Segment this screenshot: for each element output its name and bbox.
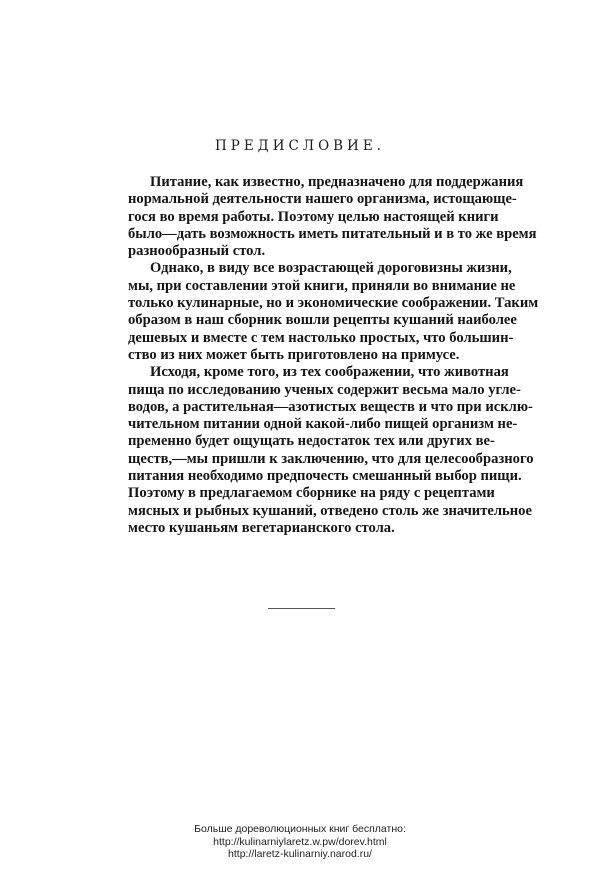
text-line: мы, при составлении этой книги, приняли во внимание не xyxy=(128,277,516,294)
page-title: ПРЕДИСЛОВИЕ. xyxy=(215,138,385,154)
paragraph xyxy=(128,364,534,537)
text-line: Однако, в виду все возрастающей дороговизны жизни, xyxy=(150,260,512,277)
paragraph xyxy=(128,174,537,260)
text-line: пища по исследованию ученых содержит весьма мало угле- xyxy=(128,381,521,398)
footer-link-2[interactable]: http://laretz-kulinarniy.narod.ru/ xyxy=(228,848,372,860)
text-line: дешевых и вместе с тем настолько простых, что большин- xyxy=(128,329,514,346)
text-line: питания необходимо предпочесть смешанный выбор пищи. xyxy=(128,468,522,485)
text-line: водов, а растительная—азотистых веществ и что при исклю- xyxy=(128,398,533,415)
text-line: гося во время работы. Поэтому целью настоящей книги xyxy=(128,208,499,225)
footer-link-1[interactable]: http://kulinarniylaretz.w.pw/dorev.html xyxy=(213,835,387,848)
text-line: ществ,—мы пришли к заключению, что для целесообразного xyxy=(128,450,534,467)
preface-text xyxy=(128,174,539,537)
text-line: было—дать возможность иметь питательный и в то же время xyxy=(128,225,537,242)
footer-note: Больше дореволюционных книг бесплатно: xyxy=(194,823,406,835)
text-line: Поэтому в предлагаемом сборнике на ряду с рецептами xyxy=(128,485,495,502)
text-line: ство из них может быть приготовлено на примусе. xyxy=(128,346,460,363)
text-line: нормальной деятельности нашего организма, истощающе- xyxy=(128,191,517,208)
text-line: только кулинарные, но и экономические соображении. Таким xyxy=(128,295,539,312)
text-line: пременно будет ощущать недостаток тех или других ве- xyxy=(128,433,495,450)
text-line: Питание, как известно, предназначено для поддержания xyxy=(150,174,524,190)
text-line: образом в наш сборник вошли рецепты кушаний наиболее xyxy=(128,312,517,329)
text-line: чительном питании одной какой-либо пищей организм не- xyxy=(128,416,518,433)
footer xyxy=(0,823,600,861)
text-line: Исходя, кроме того, из тех соображении, что животная xyxy=(150,364,509,381)
paragraph xyxy=(128,260,539,364)
text-line: место кушаньям вегетарианского стола. xyxy=(128,519,395,536)
text-line: мясных и рыбных кушаний, отведено столь же значительное xyxy=(128,502,532,519)
text-line: разнообразный стол. xyxy=(128,243,266,260)
divider xyxy=(268,608,335,609)
